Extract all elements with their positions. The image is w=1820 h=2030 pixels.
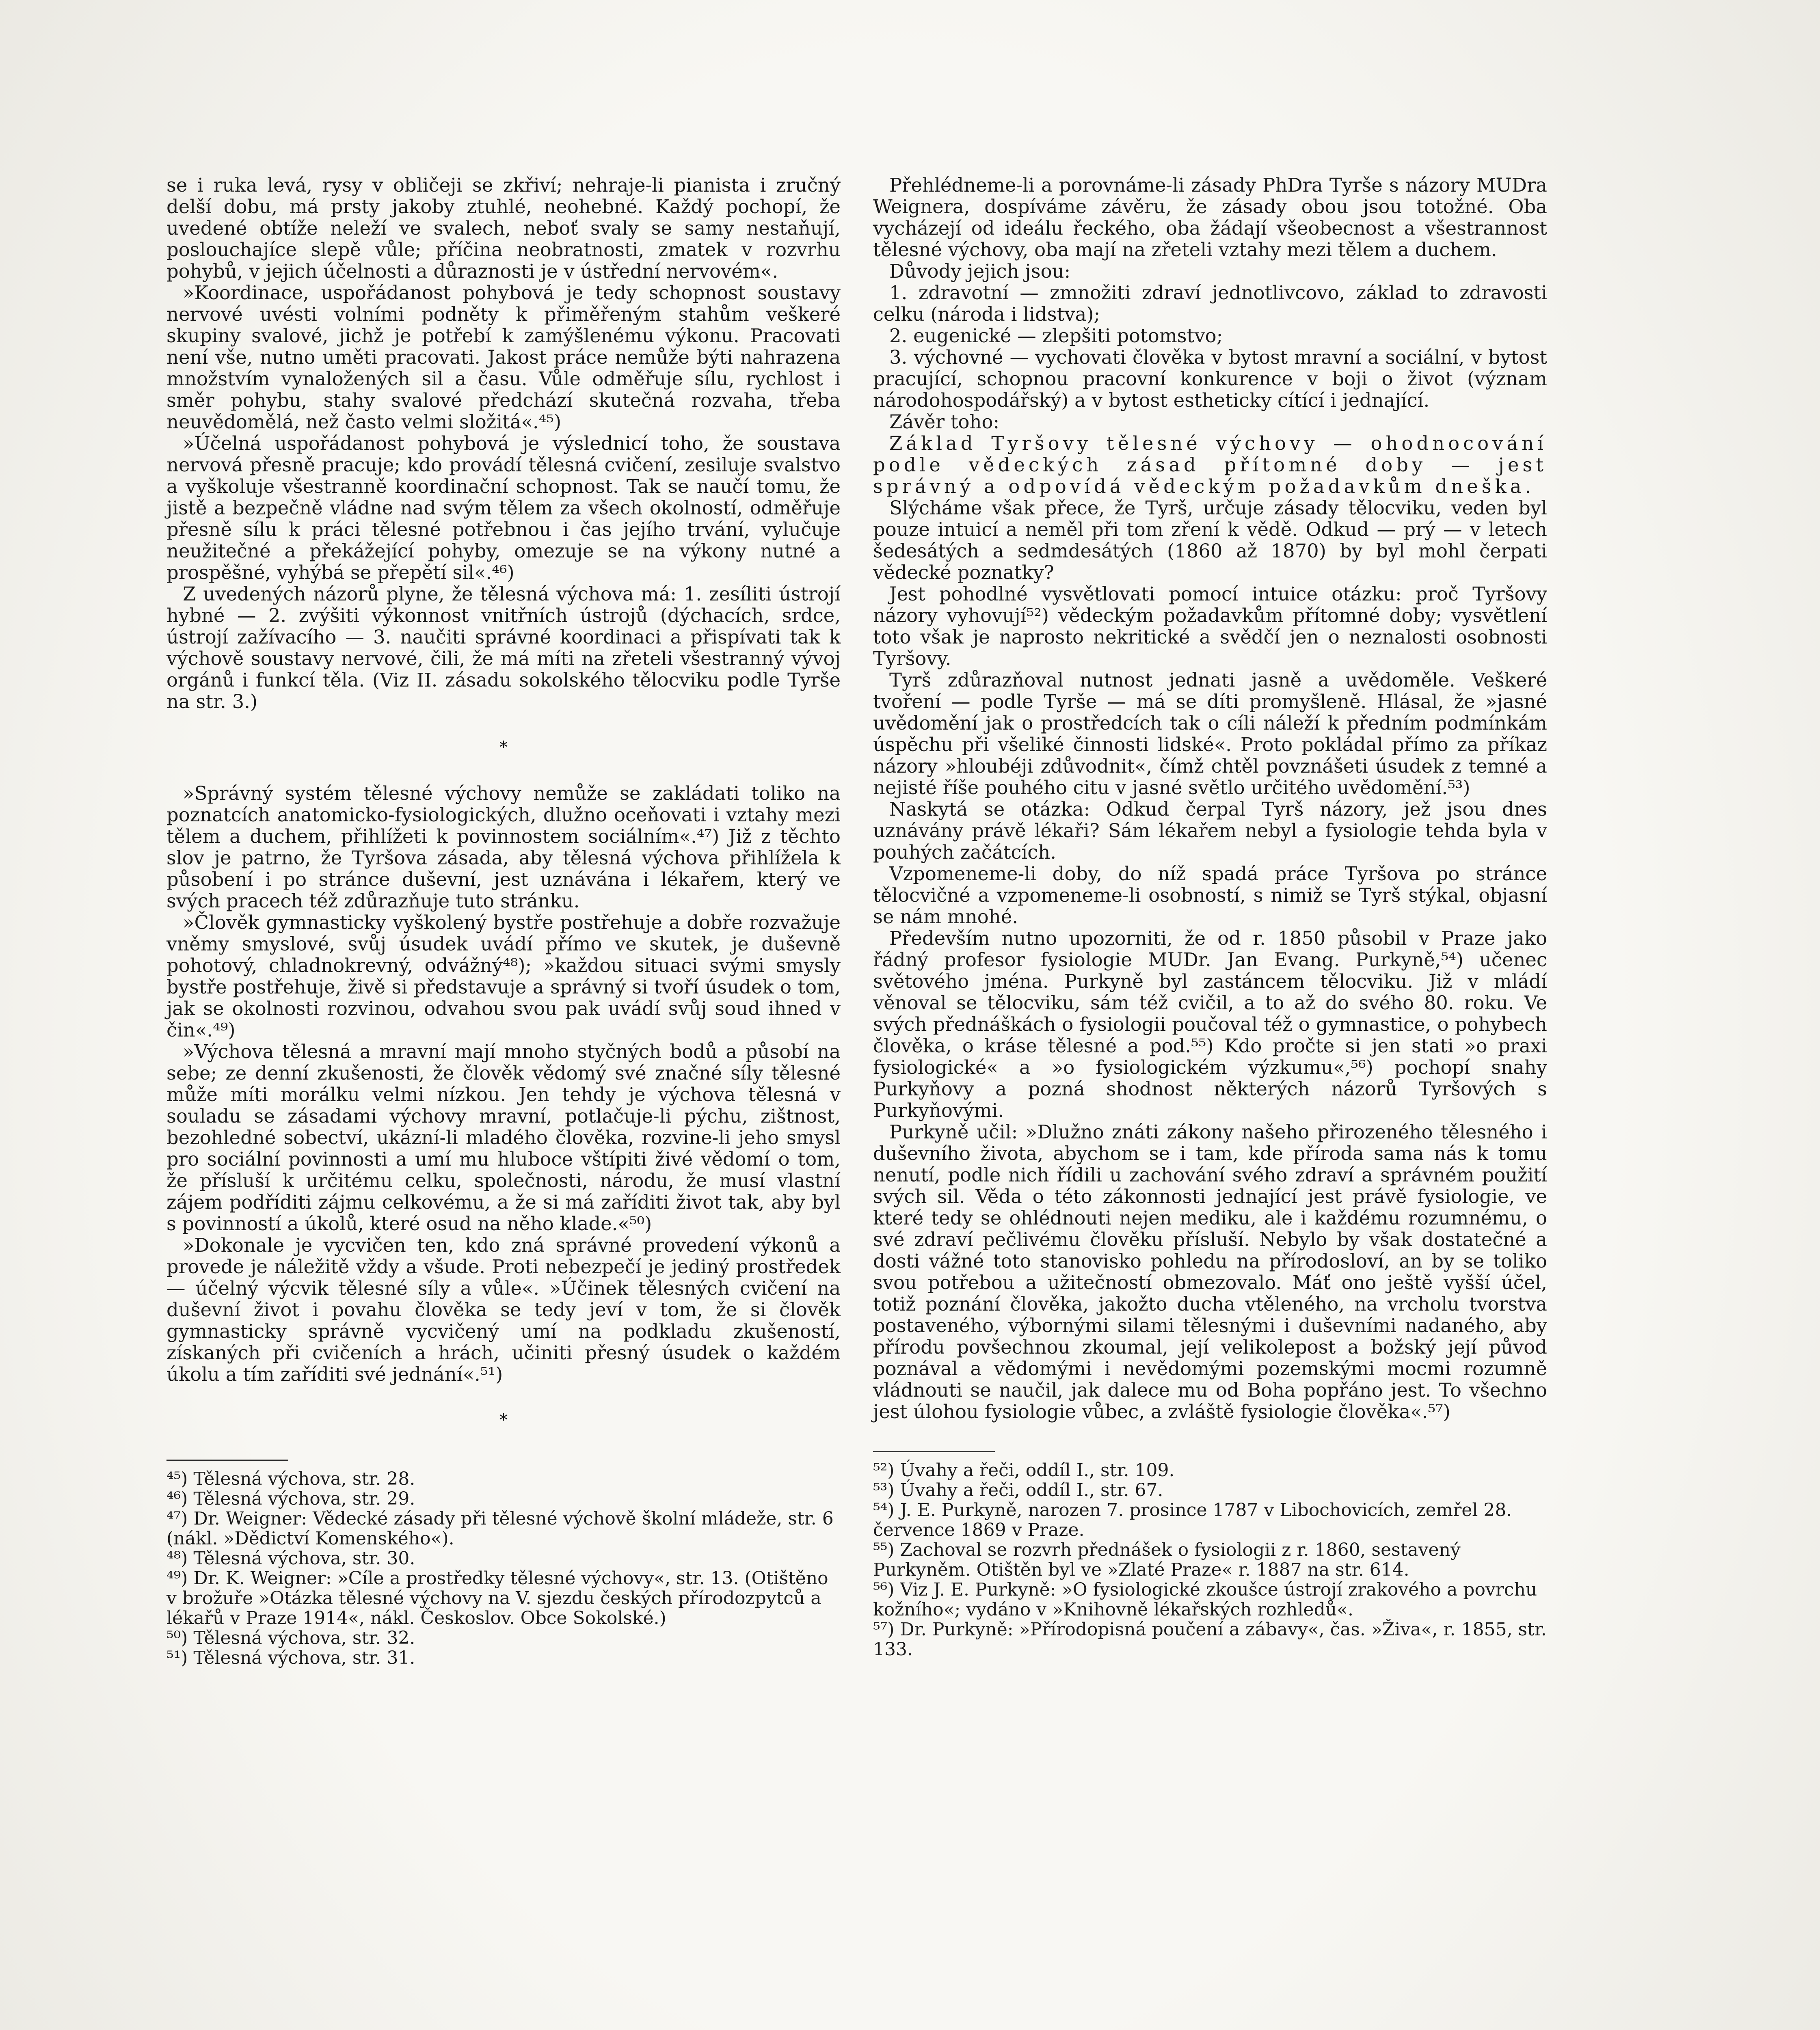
footnote: ⁵⁴) J. E. Purkyně, narozen 7. prosince 1787 v Libochovicích, zemřel 28. července 1869 v Praze. bbox=[873, 1500, 1512, 1540]
paragraph: »Výchova tělesná a mravní mají mnoho styčných bodů a působí na sebe; ze denní zkušenosti, že člověk vědomý své značné síly tělesné může míti morálku velmi nízkou. Jen tehdy je výchova tělesná v souladu se zásadami výchovy mravní, potlačuje-li pýchu, zištnost, bezohledné sobectví, ukázní-li mladého člověka, rozvine-li jeho smysl pro sociální povinnosti a umí mu hluboce vštípiti živé vědomí o tom, že přísluší k určitému celku, společnosti, národu, že musí vlastní zájem podříditi zájmu celkovému, a že si má zaříditi život tak, aby byl s povinností a úkolů, které osud na něho klade.«⁵⁰) bbox=[166, 1041, 841, 1235]
footnote-rule bbox=[873, 1451, 995, 1452]
list-item: 1. zdravotní — zmnožiti zdraví jednotlivcovo, základ to zdravosti celku (národa i lidstva); bbox=[873, 282, 1547, 325]
paragraph: »Koordinace, uspořádanost pohybová je tedy schopnost soustavy nervové uvésti volními podněty k přiměřeným stahům veškeré skupiny svalové, jichž je potřebí k zamýšlenému výkonu. Pracovati není vše, nutno uměti pracovati. Jakost práce nemůže býti nahrazena množstvím vynaložených sil a času. Vůle odměřuje sílu, rychlost i směr pohybu, stahy svalové předchází skutečná rozvaha, třeba neuvědomělá, než často velmi složitá«.⁴⁵) bbox=[166, 282, 841, 433]
footnote: ⁴⁹) Dr. K. Weigner: »Cíle a prostředky tělesné výchovy«, str. 13. (Otištěno v brožuře »Otázka tělesné výchovy na V. sjezdu českých přírodozpytců a lékařů v Praze 1914«, nákl. Českoslov. Obce Sokolské.) bbox=[166, 1568, 828, 1628]
reasons-heading: Důvody jejich jsou: bbox=[889, 260, 1071, 282]
footnote: ⁵³) Úvahy a řeči, oddíl I., str. 67. bbox=[873, 1480, 1163, 1501]
footnote: ⁵²) Úvahy a řeči, oddíl I., str. 109. bbox=[873, 1460, 1175, 1481]
footnote: ⁵⁷) Dr. Purkyně: »Přírodopisná poučení a zábavy«, čas. »Živa«, r. 1855, str. 133. bbox=[873, 1619, 1547, 1660]
section-separator: * bbox=[499, 1411, 508, 1430]
paragraph: Především nutno upozorniti, že od r. 1850 působil v Praze jako řádný profesor fysiologie MUDr. Jan Evang. Purkyně,⁵⁴) učenec světového jména. Purkyně byl zastáncem tělocviku. Již v mládí věnoval se tělocviku, sám též cvičil, a to až do svého 80. roku. Ve svých přednáškách o fysiologii poučoval též o gymnastice, o pohybech člověka, o kráse tělesné a pod.⁵⁵) Kdo pročte si jen stati »o praxi fysiologické« a »o fysiologickém výzkumu«,⁵⁶) pochopí snahy Purkyňovy a pozná shodnost některých názorů Tyršových s Purkyňovými. bbox=[873, 927, 1547, 1121]
right-column bbox=[873, 175, 1547, 1659]
footnote: ⁵¹) Tělesná výchova, str. 31. bbox=[166, 1648, 415, 1668]
footnote: ⁵⁶) Viz J. E. Purkyně: »O fysiologické zkoušce ústrojí zrakového a povrchu kožního«; vydáno v »Knihovně lékařských rozhledů«. bbox=[873, 1579, 1537, 1620]
paragraph: Naskytá se otázka: Odkud čerpal Tyrš názory, jež jsou dnes uznávány právě lékaři? Sám lékařem nebyl a fysiologie tehda byla v pouhých začátcích. bbox=[873, 798, 1547, 863]
paragraph: Přehlédneme-li a porovnáme-li zásady PhDra Tyrše s názory MUDra Weignera, dospíváme závěru, že zásady obou jsou totožné. Oba vycházejí od ideálu řeckého, oba žádají všeobecnost a všestrannost tělesné výchovy, oba mají na zřeteli vztahy mezi tělem a duchem. bbox=[873, 174, 1547, 261]
footnote: ⁴⁷) Dr. Weigner: Vědecké zásady při tělesné výchově školní mládeže, str. 6 (nákl. »Dědictví Komenského«). bbox=[166, 1508, 834, 1549]
paragraph: Tyrš zdůrazňoval nutnost jednati jasně a uvědoměle. Veškeré tvoření — podle Tyrše — má se díti promyšleně. Hlásal, že »jasné uvědomění jak o prostředcích tak o cíli náleží k předním podmínkám úspěchu při všeliké činnosti lidské«. Proto pokládal přímo za příkaz názory »hloubéji zdůvodnit«, čímž chtěl povznášeti úsudek z temné a nejisté říše pouhého citu v jasné světlo určitého uvědomění.⁵³) bbox=[873, 669, 1547, 799]
paragraph: Jest pohodlné vysvětlovati pomocí intuice otázku: proč Tyršovy názory vyhovují⁵²) vědeckým požadavkům přítomné doby; vysvětlení toto však je naprosto nekritické a svědčí jen o neznalosti osobnosti Tyršovy. bbox=[873, 583, 1547, 669]
section-separator: * bbox=[499, 738, 508, 757]
conclusion: Základ Tyršovy tělesné výchovy — ohodnocování podle vědeckých zásad přítomné doby — jest správný a odpovídá vědeckým požadavkům dneška. bbox=[873, 432, 1547, 497]
footnote: ⁴⁶) Tělesná výchova, str. 29. bbox=[166, 1488, 415, 1509]
conclusion-heading: Závěr toho: bbox=[889, 411, 1000, 433]
footnote-rule bbox=[166, 1460, 288, 1461]
paragraph: »Správný systém tělesné výchovy nemůže se zakládati toliko na poznatcích anatomicko-fysiologických, dlužno oceňovati i vztahy mezi tělem a duchem, přihlížeti k povinnostem sociálním«.⁴⁷) Již z těchto slov je patrno, že Tyršova zásada, aby tělesná výchova přihlížela k působení i po stránce duševní, jest uznávána i lékařem, který ve svých pracech též zdůrazňuje tuto stránku. bbox=[166, 782, 841, 912]
footnote: ⁴⁵) Tělesná výchova, str. 28. bbox=[166, 1469, 415, 1489]
paragraph: Vzpomeneme-li doby, do níž spadá práce Tyršova po stránce tělocvičné a vzpomeneme-li osobností, s nimiž se Tyrš stýkal, objasní se nám mnohé. bbox=[873, 863, 1547, 928]
footnote: ⁵⁵) Zachoval se rozvrh přednášek o fysiologii z r. 1860, sestavený Purkyněm. Otištěn byl ve »Zlaté Praze« r. 1887 na str. 614. bbox=[873, 1540, 1461, 1580]
paragraph: »Člověk gymnasticky vyškolený bystře postřehuje a dobře rozvažuje vněmy smyslové, svůj úsudek uvádí přímo ve skutek, je duševně pohotový, chladnokrevný, odvážný⁴⁸); »každou situaci svými smysly bystře postřehuje, živě si představuje a správný si tvoří úsudek o tom, jak se okolnosti rozvinou, odvahou svou pak uvádí svůj soud ihned v čin«.⁴⁹) bbox=[166, 911, 841, 1041]
paragraph: »Dokonale je vycvičen ten, kdo zná správné provedení výkonů a provede je náležitě vždy a všude. Proti nebezpečí je jediný prostředek — účelný výcvik tělesné síly a vůle«. »Účinek tělesných cvičení na duševní život i povahu člověka se tedy jeví v tom, že si člověk gymnasticky správně vycvičený umí na podkladu zkušeností, získaných při cvičeních a hrách, učiniti přesný úsudek o každém úkolu a tím zaříditi své jednání«.⁵¹) bbox=[166, 1234, 841, 1385]
left-column bbox=[166, 175, 841, 1668]
paragraph: se i ruka levá, rysy v obličeji se zkřiví; nehraje-li pianista i zručný delší dobu, má prsty jakoby ztuhlé, neohebné. Každý pochopí, že uvedené obtíže neleží ve svalech, neboť svaly se samy nestaňují, poslouchajíce slepě vůle; příčina neobratnosti, zmatek v rozvrhu pohybů, v jejich účelnosti a důraznosti je v ústřední nervovém«. bbox=[166, 174, 841, 282]
footnote: ⁴⁸) Tělesná výchova, str. 30. bbox=[166, 1548, 415, 1569]
list-item: 3. výchovné — vychovati člověka v bytost mravní a sociální, v bytost pracující, schopnou pracovní konkurence v boji o život (význam národohospodářský) a v bytost estheticky cítící i jednající. bbox=[873, 346, 1547, 411]
footnote: ⁵⁰) Tělesná výchova, str. 32. bbox=[166, 1628, 415, 1648]
paragraph: Slýcháme však přece, že Tyrš, určuje zásady tělocviku, veden byl pouze intuicí a neměl při tom zření k vědě. Odkud — prý — v letech šedesátých a sedmdesátých (1860 až 1870) by byl mohl čerpati vědecké poznatky? bbox=[873, 497, 1547, 583]
paragraph: Z uvedených názorů plyne, že tělesná výchova má: 1. zesíliti ústrojí hybné — 2. zvýšiti výkonnost vnitřních ústrojů (dýchacích, srdce, ústrojí zažívacího — 3. naučiti správné koordinaci a přispívati tak k výchově soustavy nervové, čili, že má míti na zřeteli všestranný vývoj orgánů i funkcí těla. (Viz II. zásadu sokolského tělocviku podle Tyrše na str. 3.) bbox=[166, 583, 841, 713]
paragraph: Purkyně učil: »Dlužno znáti zákony našeho přirozeného tělesného i duševního života, abychom se i tam, kde příroda sama nás k tomu nenutí, podle nich řídili u zachování svého zdraví a správném použití svých sil. Věda o této zákonnosti jednající jest právě fysiologie, ve které tedy se ohlédnouti nejen mediku, ale i každému rozumnému, o své zdraví pečlivému člověku přísluší. Nebylo by však dostatečné a dosti vážné toto stanovisko pohledu na přírodosloví, an by se toliko svou potřebou a užitečností obmezovalo. Máť ono ještě vyšší účel, totiž poznání člověka, jakožto ducha vtěleného, na vrcholu tvorstva postaveného, výbornými silami tělesnými i duševními nadaného, aby přírodu povšechnou zkoumal, její velikolepost a božský její původ poznával a vědomými i nevědomými pozemskými mocmi rozumně vládnouti se naučil, jak dalece mu od Boha popřáno jest. To všechno jest úlohou fysiologie vůbec, a zvláště fysiologie člověka«.⁵⁷) bbox=[873, 1121, 1547, 1423]
paragraph: »Účelná uspořádanost pohybová je výslednicí toho, že soustava nervová přesně pracuje; kdo provádí tělesná cvičení, zesiluje svalstvo a vyškoluje všestranně koordinační schopnost. Tak se naučí tomu, že jistě a bezpečně vládne nad svým tělem za všech okolností, odměřuje přesně sílu k práci tělesné potřebnou i čas jejího trvání, vylučuje neužitečné a překážející pohyby, omezuje se na výkony nutné a prospěšné, vyhýbá se přepětí sil«.⁴⁶) bbox=[166, 432, 841, 583]
list-item: 2. eugenické — zlepšiti potomstvo; bbox=[889, 325, 1223, 347]
